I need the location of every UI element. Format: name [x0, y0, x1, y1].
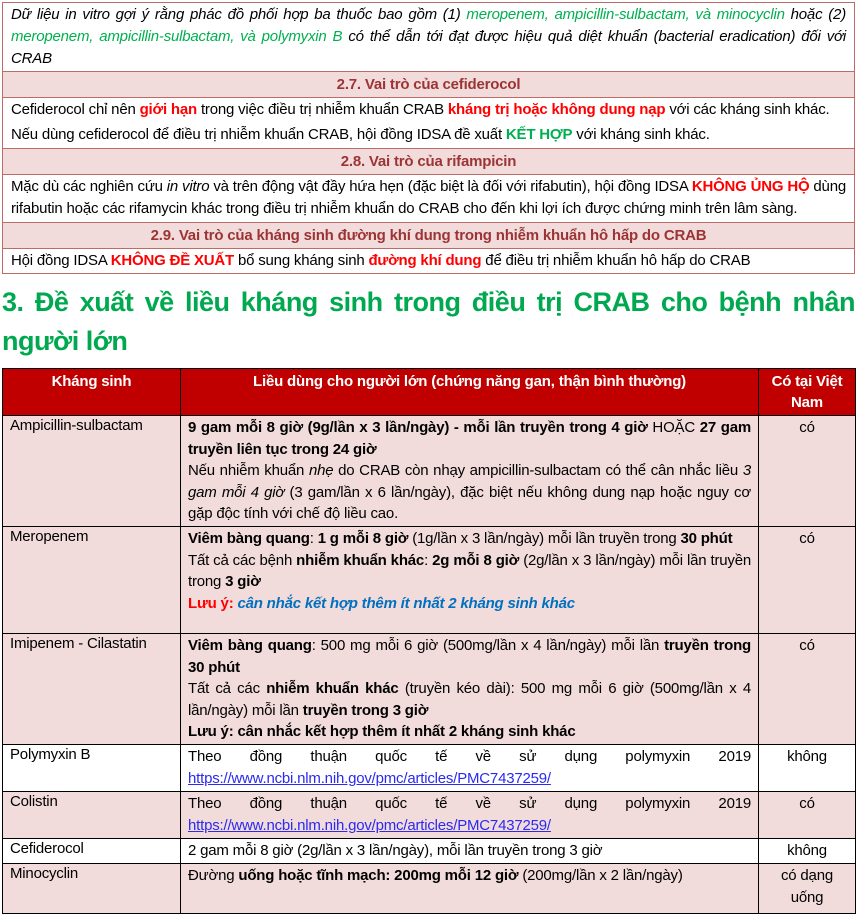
dose-run: truyền trong 3 giờ — [302, 701, 429, 719]
note-label-run: Lưu ý: — [188, 594, 234, 612]
intro-run: Dữ liệu in vitro gợi ý rằng phác đồ phối hợp ba thuốc bao gồm (1) — [11, 6, 467, 23]
text-run: Hội đồng IDSA — [11, 251, 111, 269]
dose-run: 9 gam mỗi 8 giờ (9g/lần x 3 lần/ngày) - mỗi lần truyền trong 4 giờ — [188, 419, 648, 437]
page-title: 3. Đề xuất về liều kháng sinh trong điều trị CRAB cho bệnh nhân người lớn — [2, 287, 855, 357]
drug-name-cell: Meropenem — [3, 527, 181, 634]
dose-paragraph — [188, 746, 751, 789]
availability-cell: có — [759, 792, 856, 839]
dose-run: (truyền kéo dài): 500 mg mỗi 6 giờ (500mg/lần x 4 lần/ngày) mỗi lần — [188, 680, 751, 719]
dose-cell — [181, 416, 759, 527]
pmc-link[interactable]: https://www.ncbi.nlm.nih.gov/pmc/articles/PMC7437259/ — [188, 816, 551, 834]
dose-run: uống hoặc tĩnh mạch: 200mg mỗi 12 giờ — [238, 867, 519, 885]
intro-run: có thể dẫn tới đạt được hiệu quả diệt khuẩn (bacterial eradication) đối với CRAB — [11, 27, 846, 67]
nebulized-antibiotics-paragraph — [3, 248, 854, 274]
table-row — [3, 792, 856, 839]
table-row — [3, 416, 856, 527]
dose-run: nhiễm khuẩn khác — [296, 551, 425, 569]
text-run: với kháng sinh khác. — [572, 126, 710, 144]
drug-name-cell: Ampicillin-sulbactam — [3, 416, 181, 527]
text-run: bổ sung kháng sinh — [234, 251, 369, 269]
text-run: Mặc dù các nghiên cứu — [11, 177, 167, 195]
dose-cell — [181, 634, 759, 745]
emphasis-run: KẾT HỢP — [505, 126, 573, 144]
dose-paragraph — [188, 793, 751, 836]
availability-cell: không — [759, 745, 856, 792]
column-header-availability: Có tại Việt Nam — [759, 369, 856, 416]
dose-run: 1 g mỗi 8 giờ — [317, 530, 409, 548]
dose-paragraph — [188, 550, 751, 593]
table-row — [3, 864, 856, 914]
emphasis-run: kháng trị hoặc không dung nạp — [447, 101, 666, 119]
dose-run: Viêm bàng quang — [188, 530, 310, 548]
dose-run: Nếu nhiễm khuẩn — [188, 462, 309, 480]
dose-run: HOẶC — [647, 419, 700, 437]
dose-note — [188, 721, 751, 742]
drug-name-cell: Colistin — [3, 792, 181, 839]
availability-cell: có — [759, 416, 856, 527]
intro-paragraph — [3, 3, 854, 71]
dosing-table — [2, 368, 856, 914]
text-run: với các kháng sinh khác. — [665, 101, 830, 119]
dose-run: 27 gam truyền liên tục trong 24 giờ — [188, 419, 751, 458]
dose-run: 2g mỗi 8 giờ — [432, 551, 520, 569]
dose-paragraph — [188, 865, 751, 886]
dose-run: 3 gam mỗi 4 giờ — [188, 462, 751, 501]
dose-paragraph — [188, 840, 751, 861]
cefiderocol-paragraph-2 — [3, 123, 854, 148]
dose-run: : 500 mg mỗi 6 giờ (500mg/lần x 4 lần/ngày) mỗi lần — [311, 637, 665, 655]
text-run: để điều trị nhiễm khuẩn hô hấp do CRAB — [481, 251, 751, 269]
dose-run: Tất cả các — [188, 680, 267, 698]
dose-cell — [181, 527, 759, 634]
dose-paragraph — [188, 678, 751, 721]
dose-run: Đường — [188, 867, 239, 885]
text-run: Cefiderocol chỉ nên — [11, 101, 140, 119]
table-header-row — [3, 369, 856, 416]
dose-run: (1g/lần x 3 lần/ngày) mỗi lần truyền trong — [408, 530, 681, 548]
section-header-2-9: 2.9. Vai trò của kháng sinh đường khí dung trong nhiễm khuẩn hô hấp do CRAB — [3, 222, 854, 248]
dose-cell — [181, 792, 759, 839]
dose-run: : — [309, 530, 318, 548]
dose-run: do CRAB còn nhạy ampicillin-sulbactam có thể cân nhắc liều — [333, 462, 743, 480]
drug-name-cell: Minocyclin — [3, 864, 181, 914]
dose-run: Theo đồng thuận quốc tế về sử dụng polymyxin 2019 — [188, 748, 751, 766]
drug-name-cell: Imipenem - Cilastatin — [3, 634, 181, 745]
table-row — [3, 527, 856, 634]
text-run: và trên động vật đầy hứa hẹn (đặc biệt là đối với rifabutin), hội đồng IDSA — [209, 177, 692, 195]
emphasis-run: giới hạn — [139, 101, 197, 119]
dose-run: 30 phút — [680, 530, 733, 548]
dose-paragraph — [188, 635, 751, 678]
table-row — [3, 634, 856, 745]
emphasis-run: đường khí dung — [368, 251, 482, 269]
emphasis-run: KHÔNG ỦNG HỘ — [691, 177, 810, 195]
dose-paragraph — [188, 417, 751, 460]
dose-paragraph — [188, 528, 751, 549]
text-run: dùng rifabutin hoặc các rifamycin khác trong điều trị nhiễm khuẩn do CRAB cho đến khi lợi ích được chứng minh trên lâm sàng. — [11, 177, 846, 217]
dose-run: Theo đồng thuận quốc tế về sử dụng polymyxin 2019 — [188, 795, 751, 813]
cefiderocol-paragraph-1 — [3, 97, 854, 123]
dose-run: (2g/lần x 3 lần/ngày) mỗi lần truyền trong — [188, 551, 751, 591]
dose-run: (200mg/lần x 2 lần/ngày) — [518, 867, 683, 885]
intro-drug-combo-1: meropenem, ampicillin-sulbactam, và minocyclin — [466, 6, 785, 23]
dose-run: Viêm bàng quang — [188, 637, 312, 655]
guideline-sections-box — [2, 2, 855, 274]
availability-cell: không — [759, 839, 856, 864]
intro-drug-combo-2: meropenem, ampicillin-sulbactam, và polymyxin B — [11, 27, 343, 45]
dose-run: (3 gam/lần x 6 lần/ngày), đặc biệt nếu không dung nạp hoặc nguy cơ gặp độc tính với chế độ liều cao. — [188, 483, 751, 522]
dose-run: truyền trong 30 phút — [188, 637, 751, 676]
availability-cell: có — [759, 634, 856, 745]
table-row — [3, 839, 856, 864]
section-header-2-8: 2.8. Vai trò của rifampicin — [3, 148, 854, 174]
availability-cell: có dạng uống — [759, 864, 856, 914]
dose-cell — [181, 745, 759, 792]
dose-cell — [181, 864, 759, 914]
dose-run: : — [424, 551, 433, 569]
dose-run: nhẹ — [308, 462, 334, 480]
availability-cell: có — [759, 527, 856, 634]
column-header-dose: Liều dùng cho người lớn (chứng năng gan, thận bình thường) — [181, 369, 759, 416]
drug-name-cell: Cefiderocol — [3, 839, 181, 864]
dose-note — [188, 593, 751, 614]
text-run: Nếu dùng cefiderocol để điều trị nhiễm khuẩn CRAB, hội đồng IDSA đề xuất — [11, 126, 506, 144]
dose-run: nhiễm khuẩn khác — [266, 680, 399, 698]
pmc-link[interactable]: https://www.ncbi.nlm.nih.gov/pmc/articles/PMC7437259/ — [188, 769, 551, 787]
rifampicin-paragraph — [3, 174, 854, 222]
note-run: cân nhắc kết hợp thêm ít nhất 2 kháng sinh khác — [237, 594, 575, 612]
emphasis-run: KHÔNG ĐỀ XUẤT — [110, 251, 235, 269]
drug-name-cell: Polymyxin B — [3, 745, 181, 792]
table-row — [3, 745, 856, 792]
dose-run: 2 gam mỗi 8 giờ (2g/lần x 3 lần/ngày), mỗi lần truyền trong 3 giờ — [188, 842, 603, 860]
note-run: Lưu ý: cân nhắc kết hợp thêm ít nhất 2 kháng sinh khác — [188, 723, 576, 741]
intro-run: hoặc (2) — [784, 6, 846, 23]
dose-cell — [181, 839, 759, 864]
dose-run: Tất cả các bệnh — [188, 551, 297, 569]
text-run: trong việc điều trị nhiễm khuẩn CRAB — [196, 101, 448, 119]
text-run: in vitro — [166, 177, 210, 195]
column-header-drug: Kháng sinh — [3, 369, 181, 416]
section-header-2-7: 2.7. Vai trò của cefiderocol — [3, 71, 854, 97]
dose-paragraph — [188, 460, 751, 524]
dose-run: 3 giờ — [225, 573, 261, 591]
